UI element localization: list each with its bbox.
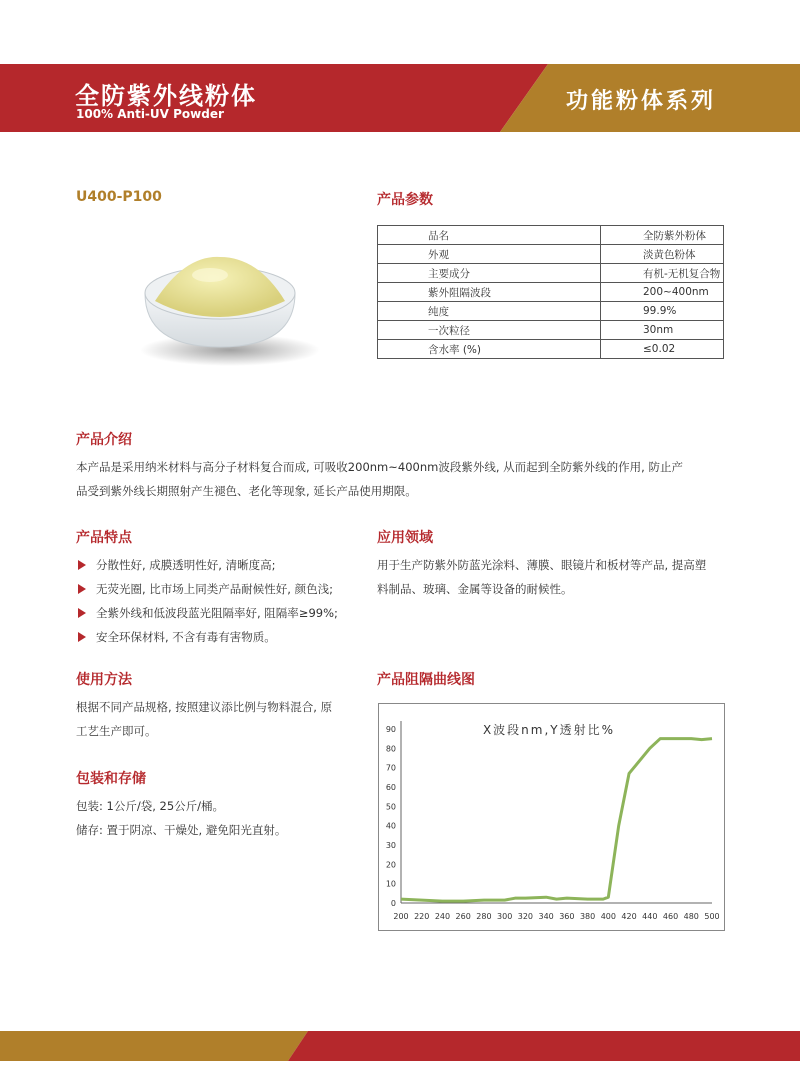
series-label: 功能粉体系列	[566, 89, 717, 114]
param-value: ≤0.02	[601, 340, 724, 359]
intro-text	[76, 455, 736, 503]
x-tick-label: 320	[517, 912, 534, 921]
x-tick-label: 280	[476, 912, 492, 921]
param-value: 全防紫外粉体	[601, 226, 724, 245]
usage-text	[76, 695, 366, 743]
footer-band	[0, 1031, 800, 1061]
x-tick-label: 460	[662, 912, 679, 921]
x-tick-label: 440	[642, 912, 658, 921]
series-line	[401, 739, 712, 901]
table-row	[378, 321, 724, 340]
triangle-bullet-icon	[78, 560, 86, 570]
param-value: 200~400nm	[601, 283, 724, 302]
footer-shapes	[0, 1031, 800, 1061]
table-row	[378, 264, 724, 283]
chart-title: X波段nm,Y透射比%	[482, 723, 616, 737]
param-value: 有机-无机复合物	[601, 264, 724, 283]
application-text	[377, 553, 737, 601]
y-tick-label: 0	[390, 899, 396, 908]
chart-canvas	[379, 704, 724, 930]
y-tick-label: 40	[385, 821, 396, 831]
usage-line: 根据不同产品规格, 按照建议添比例与物料混合, 原	[76, 700, 333, 714]
x-tick-label: 400	[600, 912, 616, 921]
footer-gold-band	[0, 1031, 308, 1061]
list-item: 安全环保材料, 不含有毒有害物质。	[76, 625, 338, 649]
application-line: 用于生产防紫外防蓝光涂料、薄膜、眼镜片和板材等产品, 提高塑	[377, 558, 707, 572]
triangle-bullet-icon	[78, 632, 86, 642]
x-tick-label: 500	[704, 912, 720, 921]
list-item: 全紫外线和低波段蓝光阻隔率好, 阻隔率≥99%;	[76, 601, 338, 625]
param-key: 主要成分	[378, 264, 601, 283]
intro-line: 品受到紫外线长期照射产生褪色、老化等现象, 延长产品使用期限。	[76, 484, 417, 498]
y-tick-label: 50	[385, 802, 396, 812]
packaging-heading: 包装和存储	[76, 771, 146, 787]
param-value: 淡黄色粉体	[601, 245, 724, 264]
table-row	[378, 340, 724, 359]
curve-heading: 产品阻隔曲线图	[377, 672, 475, 688]
application-line: 料制品、玻璃、金属等设备的耐候性。	[377, 582, 573, 596]
params-table	[377, 225, 724, 359]
x-tick-label: 240	[434, 912, 451, 921]
param-key: 一次粒径	[378, 321, 601, 340]
features-list	[76, 553, 338, 649]
triangle-bullet-icon	[78, 584, 86, 594]
intro-line: 本产品是采用纳米材料与高分子材料复合而成, 可吸收200nm~400nm波段紫外线, 从而起到全防紫外线的作用, 防止产	[76, 460, 683, 474]
x-tick-label: 300	[497, 912, 513, 921]
y-tick-label: 10	[385, 879, 396, 889]
application-heading: 应用领域	[377, 530, 433, 546]
param-key: 品名	[378, 226, 601, 245]
list-item: 分散性好, 成膜透明性好, 清晰度高;	[76, 553, 338, 577]
y-tick-label: 30	[385, 841, 396, 850]
table-row	[378, 245, 724, 264]
param-key: 外观	[378, 245, 601, 264]
usage-line: 工艺生产即可。	[76, 724, 157, 738]
table-row	[378, 283, 724, 302]
triangle-bullet-icon	[78, 608, 86, 618]
x-tick-label: 340	[538, 912, 554, 921]
x-tick-label: 480	[683, 912, 699, 921]
param-key: 纯度	[378, 302, 601, 321]
table-row	[378, 226, 724, 245]
param-key: 紫外阻隔波段	[378, 283, 601, 302]
y-tick-label: 80	[385, 744, 396, 754]
x-tick-label: 200	[393, 912, 409, 921]
y-tick-label: 70	[385, 763, 396, 773]
usage-heading: 使用方法	[76, 672, 132, 688]
packaging-text	[76, 794, 366, 842]
product-model: U400-P100	[76, 189, 162, 205]
y-tick-label: 20	[385, 860, 396, 870]
x-tick-label: 360	[559, 912, 575, 921]
x-tick-label: 260	[455, 912, 471, 921]
intro-heading: 产品介绍	[76, 432, 132, 448]
param-value: 99.9%	[601, 302, 724, 321]
y-tick-label: 60	[385, 783, 396, 792]
x-tick-label: 220	[414, 912, 430, 921]
table-row	[378, 302, 724, 321]
page-title: 全防紫外线粉体	[75, 82, 257, 110]
packaging-line: 包装: 1公斤/袋, 25公斤/桶。	[76, 799, 225, 813]
param-key: 含水率 (%)	[378, 340, 601, 359]
param-value: 30nm	[601, 321, 724, 340]
footer-red-band	[288, 1031, 800, 1061]
x-tick-label: 420	[621, 912, 637, 921]
powder-dish-icon	[130, 235, 320, 370]
x-tick-label: 380	[579, 912, 596, 921]
page-subtitle: 100% Anti-UV Powder	[76, 107, 224, 121]
transmittance-chart	[378, 703, 725, 931]
y-tick-label: 90	[385, 725, 396, 734]
list-item: 无荧光圈, 比市场上同类产品耐候性好, 颜色浅;	[76, 577, 338, 601]
features-heading: 产品特点	[76, 530, 132, 546]
params-heading: 产品参数	[377, 192, 433, 208]
packaging-line: 储存: 置于阴凉、干燥处, 避免阳光直射。	[76, 823, 287, 837]
